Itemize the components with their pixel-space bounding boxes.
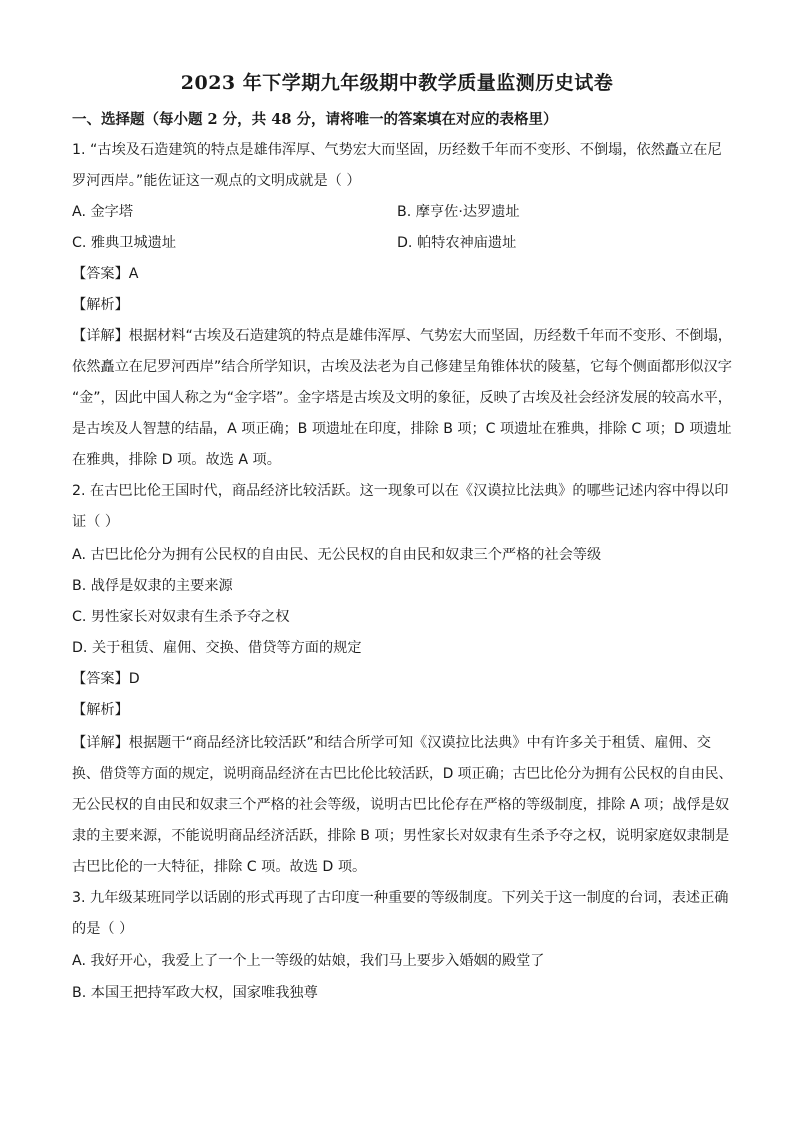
q2-option-d: D. 关于租赁、雇佣、交换、借贷等方面的规定 <box>72 640 362 656</box>
q3-stem-line-1: 3. 九年级某班同学以话剧的形式再现了古印度一种重要的等级制度。下列关于这一制度的台词，表述正确 <box>72 890 729 906</box>
section-heading: 一、选择题（每小题 2 分，共 48 分，请将唯一的答案填在对应的表格里） <box>72 111 558 128</box>
q1-detail-line-5: 在雅典，排除 D 项。故选 A 项。 <box>72 452 281 468</box>
q1-analysis-label: 【解析】 <box>72 297 129 313</box>
q1-detail-line-3: “金”，因此中国人称之为“金字塔”。金字塔是古埃及文明的象征，反映了古埃及社会经济发展的较高水平， <box>72 390 732 406</box>
q2-detail-line-3: 无公民权的自由民和奴隶三个严格的社会等级，说明古巴比伦存在严格的等级制度，排除 A 项；战俘是奴 <box>72 797 730 813</box>
q2-option-c: C. 男性家长对奴隶有生杀予夺之权 <box>72 609 290 625</box>
q1-detail-line-1: 【详解】根据材料“古埃及石造建筑的特点是雄伟浑厚、气势宏大而坚固，历经数千年而不变形、不倒塌， <box>72 328 732 344</box>
q2-answer: 【答案】D <box>72 671 140 687</box>
q2-detail-line-1: 【详解】根据题干“商品经济比较活跃”和结合所学可知《汉谟拉比法典》中有许多关于租赁、雇佣、交 <box>72 735 711 751</box>
q1-option-a: A. 金字塔 <box>72 204 134 220</box>
q3-stem-line-2: 的是（ ） <box>72 921 134 937</box>
q1-option-c: C. 雅典卫城遗址 <box>72 235 177 251</box>
page-title: 2023 年下学期九年级期中教学质量监测历史试卷 <box>180 72 614 94</box>
q3-option-a: A. 我好开心，我爱上了一个上一等级的姑娘，我们马上要步入婚姻的殿堂了 <box>72 953 545 969</box>
q2-option-a: A. 古巴比伦分为拥有公民权的自由民、无公民权的自由民和奴隶三个严格的社会等级 <box>72 547 602 563</box>
q1-stem-line-1: 1. “古埃及石造建筑的特点是雄伟浑厚、气势宏大而坚固，历经数千年而不变形、不倒塌，依然矗立在尼 <box>72 142 722 158</box>
q2-detail-line-4: 隶的主要来源，不能说明商品经济活跃，排除 B 项；男性家长对奴隶有生杀予夺之权，说明家庭奴隶制是 <box>72 828 730 844</box>
q1-answer: 【答案】A <box>72 266 139 282</box>
q2-detail-line-2: 换、借贷等方面的规定，说明商品经济在古巴比伦比较活跃，D 项正确；古巴比伦分为拥有公民权的自由民、 <box>72 766 733 782</box>
q1-detail-line-2: 依然矗立在尼罗河西岸”结合所学知识，古埃及法老为自己修建呈角锥体状的陵墓，它每个侧面都形似汉字 <box>72 359 732 375</box>
q2-option-b: B. 战俘是奴隶的主要来源 <box>72 578 233 594</box>
q2-analysis-label: 【解析】 <box>72 702 129 718</box>
q2-stem-line-1: 2. 在古巴比伦王国时代，商品经济比较活跃。这一现象可以在《汉谟拉比法典》的哪些记述内容中得以印 <box>72 483 729 499</box>
q1-detail-line-4: 是古埃及人智慧的结晶，A 项正确；B 项遗址在印度，排除 B 项；C 项遗址在雅典，排除 C 项；D 项遗址 <box>72 421 732 437</box>
q1-stem-line-2: 罗河西岸。”能佐证这一观点的文明成就是（ ） <box>72 173 361 189</box>
q1-option-b: B. 摩亨佐·达罗遗址 <box>397 204 520 220</box>
q3-option-b: B. 本国王把持军政大权，国家唯我独尊 <box>72 985 318 1001</box>
q2-stem-line-2: 证（ ） <box>72 514 120 530</box>
q2-detail-line-5: 古巴比伦的一大特征，排除 C 项。故选 D 项。 <box>72 859 367 875</box>
q1-option-d: D. 帕特农神庙遗址 <box>397 235 517 251</box>
